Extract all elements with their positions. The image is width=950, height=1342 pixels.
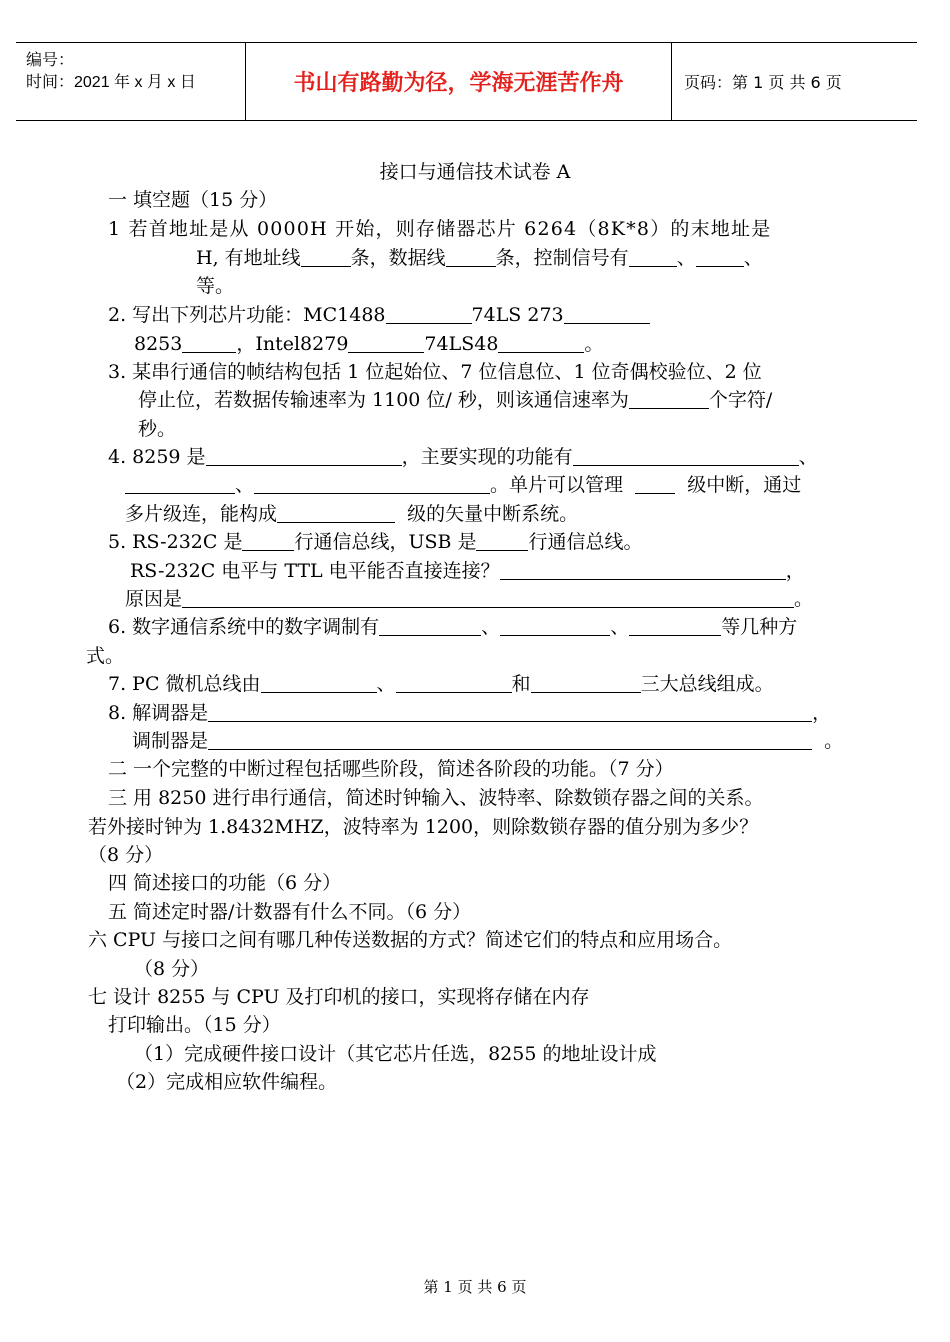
blank[interactable] [301, 246, 351, 267]
question-3-line-2: 停止位，若数据传输速率为 1100 位/ 秒，则该通信速率为 个字符/ [138, 389, 773, 411]
question-4-line-2: 、 。单片可以管理 级中断，通过 [125, 471, 801, 499]
question-8-line-1: 8. 解调器是 ， [108, 702, 832, 724]
blank[interactable] [531, 672, 641, 693]
blank[interactable] [277, 502, 395, 523]
section-5: 五 简述定时器/计数器有什么不同。（6 分） [108, 901, 472, 923]
question-1-line-2: H, 有地址线 条，数据线 条，控制信号有 、 、 [196, 247, 763, 269]
question-1-line-1: 1 若首地址是从 0000H 开始，则存储器芯片 6264（8K*8）的末地址是 [108, 218, 772, 240]
blank[interactable] [573, 445, 799, 466]
question-8-line-2: 调制器是 。 [132, 730, 844, 752]
blank[interactable] [498, 332, 584, 353]
blank[interactable] [696, 246, 744, 267]
blank[interactable] [208, 729, 812, 750]
blank[interactable] [629, 615, 721, 636]
section-3-line-2: 若外接时钟为 1.8432MHZ，波特率为 1200，则除数锁存器的值分别为多少？ [88, 816, 759, 838]
blank[interactable] [208, 701, 812, 722]
blank[interactable] [182, 587, 794, 608]
blank[interactable] [564, 303, 650, 324]
blank[interactable] [446, 246, 496, 267]
section-4: 四 简述接口的功能（6 分） [108, 872, 342, 894]
blank[interactable] [476, 530, 528, 551]
question-5-line-2: RS-232C 电平与 TTL 电平能否直接连接？ ， [130, 560, 805, 582]
blank[interactable] [629, 388, 709, 409]
exam-title: 接口与通信技术试卷 A [379, 161, 571, 183]
question-2-line-1: 2. 写出下列芯片功能：MC1488 74LS 273 [108, 301, 650, 329]
question-6-line-1: 6. 数字通信系统中的数字调制有 、 、 等几种方 [108, 616, 798, 638]
section-7-line-4: （2）完成相应软件编程。 [116, 1071, 338, 1093]
page-footer: 第 1 页 共 6 页 [423, 1278, 527, 1296]
question-7: 7. PC 微机总线由 、 和 三大总线组成。 [108, 673, 774, 695]
blank[interactable] [254, 473, 490, 494]
question-3-line-3: 秒。 [138, 418, 177, 440]
blank[interactable] [182, 332, 236, 353]
blank[interactable] [206, 445, 402, 466]
section-3-line-3: （8 分） [88, 844, 164, 866]
section-7-line-1: 七 设计 8255 与 CPU 及打印机的接口，实现将存储在内存 [88, 986, 590, 1008]
blank[interactable] [629, 246, 677, 267]
blank[interactable] [261, 672, 377, 693]
section-6-line-1: 六 CPU 与接口之间有哪几种传送数据的方式？简述它们的特点和应用场合。 [88, 929, 733, 951]
header-meta [16, 43, 245, 120]
blank[interactable] [125, 473, 235, 494]
section-1-heading: 一 填空题（15 分） [108, 189, 278, 211]
question-3-line-1: 3. 某串行通信的帧结构包括 1 位起始位、7 位信息位、1 位奇偶校验位、2 位 [108, 361, 762, 383]
blank[interactable] [635, 473, 675, 494]
question-5-line-1: 5. RS-232C 是 行通信总线，USB 是 行通信总线。 [108, 531, 643, 553]
blank[interactable] [386, 303, 472, 324]
motto: 书山有路勤为径，学海无涯苦作舟 [245, 43, 672, 120]
page-header [16, 42, 917, 121]
question-2-line-2: 8253 ，Intel8279 74LS48 。 [134, 333, 604, 355]
blank[interactable] [242, 530, 294, 551]
question-6-line-2: 式。 [86, 645, 125, 667]
blank[interactable] [500, 559, 786, 580]
question-5-line-3: 原因是 。 [125, 588, 814, 610]
number-label: 编号： [26, 52, 75, 69]
section-7-line-2: 打印输出。（15 分） [108, 1014, 281, 1036]
page-info: 页码：第 1 页 共 6 页 [684, 73, 842, 92]
question-4-line-3: 多片级连，能构成 级的矢量中断系统。 [125, 503, 579, 525]
question-1-line-3: 等。 [196, 275, 235, 297]
time-label: 时间：2021 年 x 月 x 日 [26, 74, 196, 91]
section-3-line-1: 三 用 8250 进行串行通信，简述时钟输入、波特率、除数锁存器之间的关系。 [108, 787, 764, 809]
section-6-line-2: （8 分） [134, 958, 210, 980]
blank[interactable] [500, 615, 610, 636]
section-2: 二 一个完整的中断过程包括哪些阶段，简述各阶段的功能。（7 分） [108, 758, 674, 780]
blank[interactable] [379, 615, 481, 636]
question-4-line-1: 4. 8259 是 ，主要实现的功能有 、 [108, 446, 818, 468]
blank[interactable] [348, 332, 424, 353]
section-7-line-3: （1）完成硬件接口设计（其它芯片任选，8255 的地址设计成 [134, 1043, 657, 1065]
blank[interactable] [396, 672, 512, 693]
